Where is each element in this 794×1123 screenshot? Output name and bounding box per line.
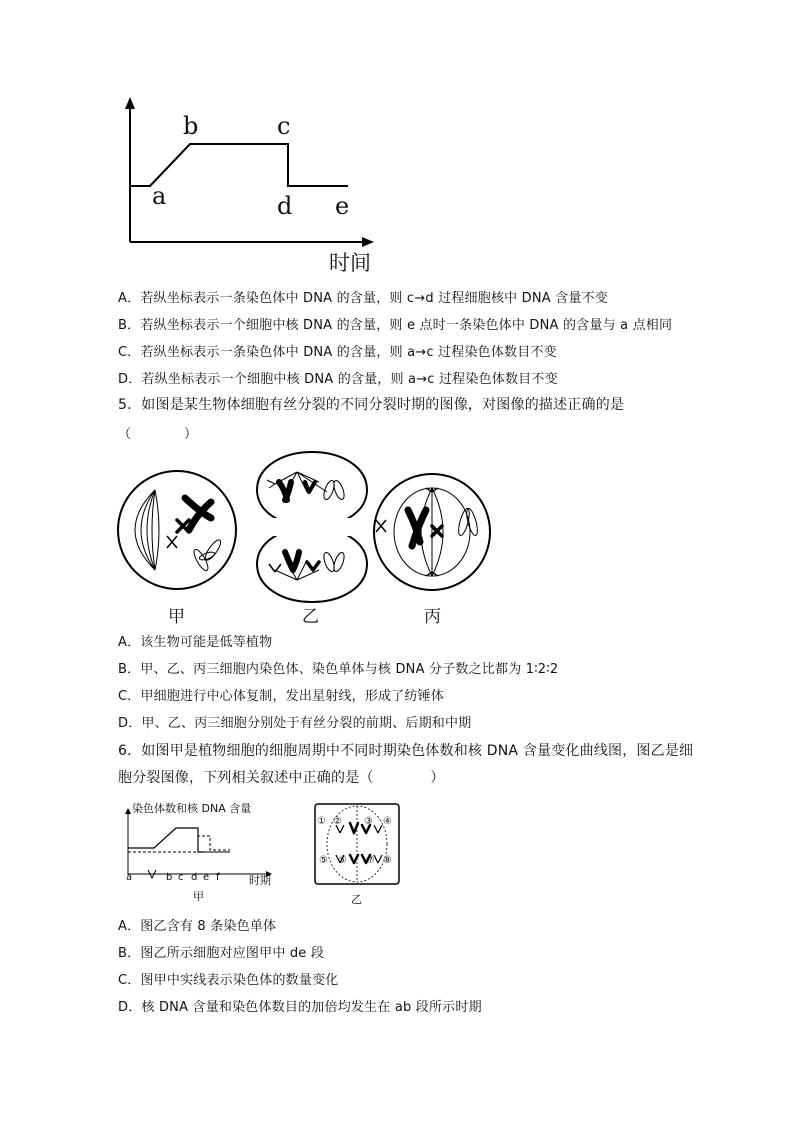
chromosome-number-7: ⑦ — [366, 855, 375, 866]
q5-stem: 5．如图是某生物体细胞有丝分裂的不同分裂时期的图像，对图像的描述正确的是 — [118, 397, 625, 413]
q5-option-b: B．甲、乙、丙三细胞内染色体、染色单体与核 DNA 分子数之比都为 1∶2∶2 — [118, 662, 559, 677]
cell-label-jia: 甲 — [168, 607, 185, 627]
point-label-d: d — [277, 192, 293, 220]
q6-option-c: C．图甲中实线表示染色体的数量变化 — [118, 973, 339, 988]
q6-stem-line1: 6．如图甲是植物细胞的细胞周期中不同时期染色体数和核 DNA 含量变化曲线图，图乙是细 — [118, 743, 694, 759]
q6-x-tick-d: d — [191, 872, 198, 883]
q5-option-d: D．甲、乙、丙三细胞分别处于有丝分裂的前期、后期和中期 — [118, 716, 472, 731]
q4-option-d: D．若纵坐标表示一个细胞中核 DNA 的含量，则 a→c 过程染色体数目不变 — [118, 372, 558, 387]
q6-x-tick-b: b — [166, 872, 173, 883]
cell-yi-diagram — [257, 452, 367, 602]
chromosome-number-4: ④ — [383, 816, 392, 827]
chromosome-number-3: ③ — [364, 816, 373, 827]
chromosome-number-6: ⑥ — [338, 855, 347, 866]
q6-fig-label-jia: 甲 — [193, 890, 204, 903]
point-label-e: e — [335, 192, 350, 220]
q5-option-a: A．该生物可能是低等植物 — [118, 635, 273, 650]
chromosome-number-1: ① — [317, 816, 326, 827]
q4-option-b: B．若纵坐标表示一个细胞中核 DNA 的含量，则 e 点时一条染色体中 DNA 的含量与 a 点相同 — [118, 318, 673, 333]
q6-option-d: D．核 DNA 含量和染色体数目的加倍均发生在 ab 段所示时期 — [118, 1000, 482, 1015]
point-label-b: b — [183, 112, 199, 140]
q6-chart-title: 染色体数和核 DNA 含量 — [132, 802, 252, 815]
cell-jia-diagram — [115, 468, 245, 598]
point-label-c: c — [277, 112, 291, 140]
q6-x-tick-f: f — [216, 872, 220, 883]
q6-x-axis-label: 时期 — [249, 874, 271, 887]
q6-x-tick-c: c — [178, 872, 184, 883]
q4-option-a: A．若纵坐标表示一条染色体中 DNA 的含量，则 c→d 过程细胞核中 DNA 含量不变 — [118, 291, 609, 306]
chromosome-number-5: ⑤ — [319, 855, 328, 866]
q5-answer-blank: （ ） — [118, 427, 198, 442]
x-axis-label-time: 时间 — [329, 251, 371, 275]
cell-label-yi: 乙 — [302, 607, 319, 627]
chromosome-number-2: ② — [333, 816, 342, 827]
point-label-a: a — [152, 182, 167, 210]
chromosome-number-8: ⑧ — [383, 855, 392, 866]
cell-bing-diagram — [370, 470, 494, 594]
q6-x-tick-a: a — [126, 872, 133, 883]
q4-option-c: C．若纵坐标表示一条染色体中 DNA 的含量，则 a→c 过程染色体数目不变 — [118, 345, 557, 360]
q6-stem-line2: 胞分裂图像，下列相关叙述中正确的是（ ） — [118, 770, 445, 786]
q6-x-tick-e: e — [203, 872, 210, 883]
q6-fig-label-yi: 乙 — [351, 893, 362, 906]
cell-label-bing: 丙 — [424, 607, 441, 627]
q5-option-c: C．甲细胞进行中心体复制，发出星射线，形成了纺锤体 — [118, 689, 445, 704]
q6-option-a: A．图乙含有 8 条染色单体 — [118, 919, 277, 934]
q6-option-b: B．图乙所示细胞对应图甲中 de 段 — [118, 946, 325, 961]
